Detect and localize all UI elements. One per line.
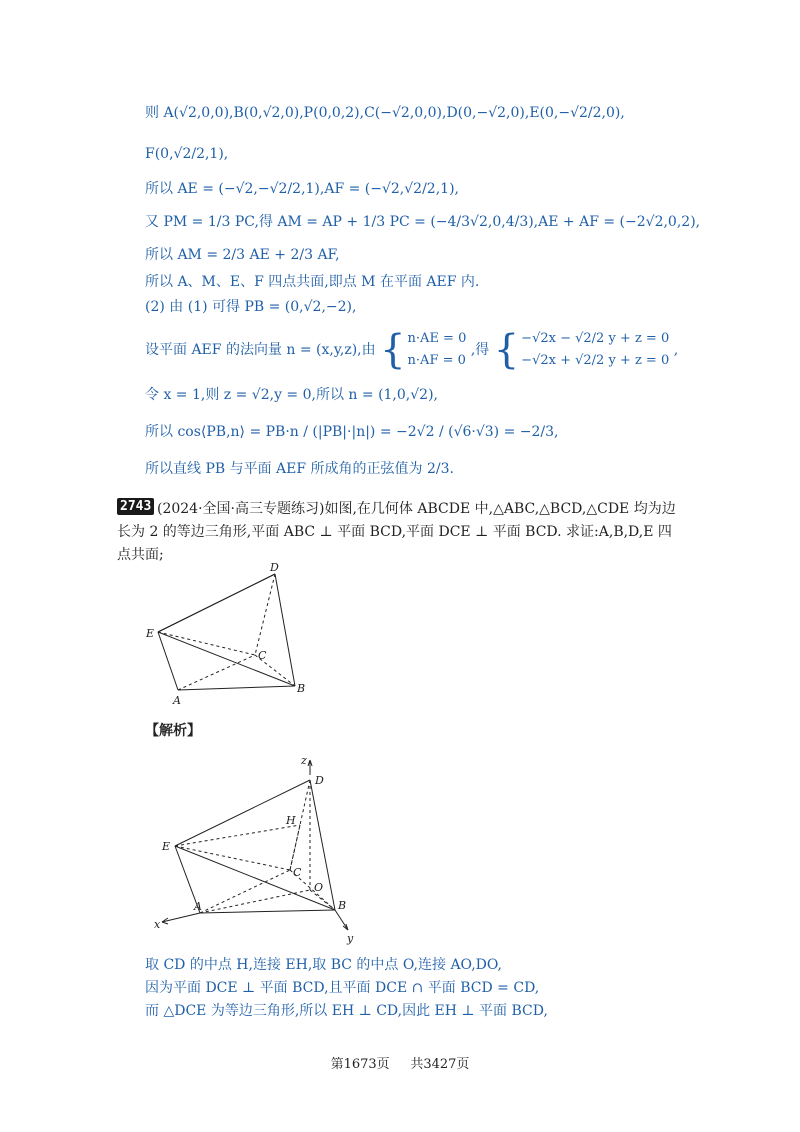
label-H: H <box>286 814 296 827</box>
label-B: B <box>338 899 347 912</box>
solution-line-2: F(0,√2/2,1), <box>145 146 229 162</box>
brace-icon: { <box>493 327 520 373</box>
figure-geometry-1 <box>140 560 320 710</box>
system-connector: ,得 <box>470 342 490 358</box>
solution-line-7: (2) 由 (1) 可得 PB = (0,√2,−2), <box>145 299 357 315</box>
axis-label-y: y <box>347 932 354 945</box>
label-C: C <box>293 866 302 879</box>
label-E: E <box>162 840 171 853</box>
solution2-line-3: 而 △DCE 为等边三角形,所以 EH ⊥ CD,因此 EH ⊥ 平面 BCD, <box>145 1003 548 1019</box>
axis-label-x: x <box>154 918 161 931</box>
solution-line-6: 所以 A、M、E、F 四点共面,即点 M 在平面 AEF 内. <box>145 274 480 290</box>
system2-row-2: −√2x + √2/2 y + z = 0 <box>521 353 670 368</box>
page-footer <box>0 1053 800 1072</box>
question-text: (2024·全国·高三专题练习)如图,在几何体 ABCDE 中,△ABC,△BCD,△CDE 均为边长为 2 的等边三角形,平面 ABC ⊥ 平面 BCD,平面 DCE ⊥ 平面 BCD. 求证:A,B,D,E 四点共面; <box>117 501 676 563</box>
solution2-line-2: 因为平面 DCE ⊥ 平面 BCD,且平面 DCE ∩ 平面 BCD = CD, <box>145 980 540 996</box>
label-A: A <box>194 900 202 913</box>
question-number-badge: 2743 <box>117 498 154 515</box>
question-block <box>117 498 677 567</box>
page-number: 第1673页 <box>330 1057 390 1072</box>
analysis-label: 【解析】 <box>145 723 201 739</box>
axis-label-z: z <box>301 754 307 767</box>
label-C: C <box>258 649 267 662</box>
total-pages: 共3427页 <box>410 1057 470 1072</box>
solution-line-9: 令 x = 1,则 z = √2,y = 0,所以 n = (1,0,√2), <box>145 387 438 403</box>
label-O: O <box>314 881 324 894</box>
solution2-line-1: 取 CD 的中点 H,连接 EH,取 BC 的中点 O,连接 AO,DO, <box>145 957 502 973</box>
system-end: , <box>673 342 679 358</box>
solution-line-3: 所以 AE = (−√2,−√2/2,1),AF = (−√2,√2/2,1), <box>145 181 459 197</box>
label-E: E <box>146 627 155 640</box>
solution-line-10: 所以 cos⟨PB,n⟩ = PB·n / (|PB|·|n|) = −2√2 / (√6·√3) = −2/3, <box>145 424 559 440</box>
solution-line-4: 又 PM = 1/3 PC,得 AM = AP + 1/3 PC = (−4/3√2,0,4/3),AE + AF = (−2√2,0,2), <box>145 214 701 230</box>
brace-icon: { <box>380 327 406 373</box>
equation-system-1 <box>380 328 466 372</box>
label-A: A <box>173 694 181 707</box>
solution-line-1: 则 A(√2,0,0),B(0,√2,0),P(0,0,2),C(−√2,0,0),D(0,−√2,0),E(0,−√2/2,0), <box>145 105 625 121</box>
system2-row-1: −√2x − √2/2 y + z = 0 <box>521 331 670 346</box>
system1-row-1: n·AE = 0 <box>407 331 467 346</box>
equation-system-2 <box>494 328 670 372</box>
label-D: D <box>315 774 324 787</box>
label-B: B <box>297 682 306 695</box>
solution-line-5: 所以 AM = 2/3 AE + 2/3 AF, <box>145 247 340 263</box>
normal-vector-intro: 设平面 AEF 的法向量 n = (x,y,z),由 <box>145 342 376 358</box>
figure-geometry-2 <box>150 750 370 945</box>
solution-line-11: 所以直线 PB 与平面 AEF 所成角的正弦值为 2/3. <box>145 461 454 477</box>
system1-row-2: n·AF = 0 <box>407 353 466 368</box>
solution-line-8 <box>145 328 678 372</box>
label-D: D <box>270 561 279 574</box>
